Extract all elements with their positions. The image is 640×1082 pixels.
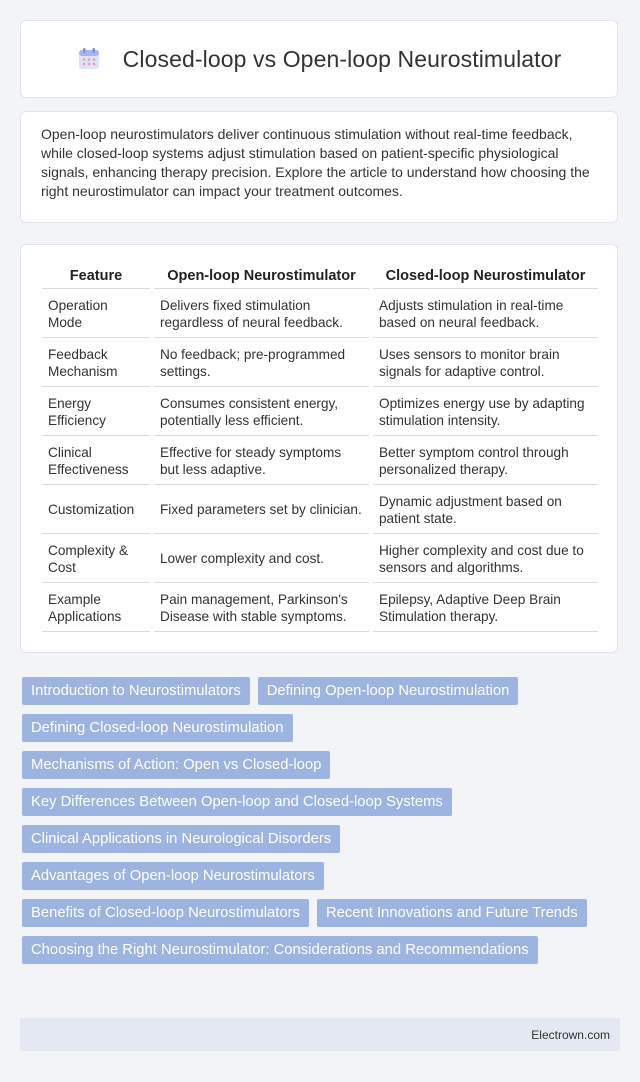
header-open-loop: Open-loop Neurostimulator [167,268,356,284]
open-loop-cell: Pain management, Parkinson's Disease with stable symptoms. [154,583,369,632]
feature-cell: Customization [42,485,150,534]
closed-loop-cell: Epilepsy, Adaptive Deep Brain Stimulation therapy. [373,583,598,632]
open-loop-cell: Consumes consistent energy, potentially less efficient. [154,387,369,436]
topic-link[interactable]: Mechanisms of Action: Open vs Closed-loop [22,751,330,779]
closed-loop-cell: Uses sensors to monitor brain signals for adaptive control. [373,338,598,387]
page-title: Closed-loop vs Open-loop Neurostimulator [122,45,562,72]
topic-link[interactable]: Key Differences Between Open-loop and Closed-loop Systems [22,788,452,816]
topic-link[interactable]: Choosing the Right Neurostimulator: Considerations and Recommendations [22,936,538,964]
topic-link[interactable]: Defining Closed-loop Neurostimulation [22,714,293,742]
table-row [42,436,598,485]
feature-cell: Energy Efficiency [42,387,150,436]
comparison-card [20,244,618,653]
table-header-row [42,264,598,289]
table-row [42,583,598,632]
header-closed-loop: Closed-loop Neurostimulator [385,268,586,284]
feature-cell: Complexity & Cost [42,534,150,583]
topic-link[interactable]: Advantages of Open-loop Neurostimulators [22,862,324,890]
title-card [20,20,618,98]
topic-links [22,677,602,973]
calendar-grid-icon [77,47,101,71]
open-loop-cell: Delivers fixed stimulation regardless of neural feedback. [154,289,369,338]
closed-loop-cell: Optimizes energy use by adapting stimulation intensity. [373,387,598,436]
feature-cell: Example Applications [42,583,150,632]
open-loop-cell: Lower complexity and cost. [154,534,369,583]
topic-link[interactable]: Defining Open-loop Neurostimulation [258,677,519,705]
table-row [42,289,598,338]
intro-card [20,111,618,223]
table-row [42,485,598,534]
table-body [42,289,598,632]
comparison-table [42,264,598,632]
topic-link[interactable]: Clinical Applications in Neurological Disorders [22,825,340,853]
closed-loop-cell: Better symptom control through personalized therapy. [373,436,598,485]
intro-text: Open-loop neurostimulators deliver continuous stimulation without real-time feedback, while closed-loop systems adjust stimulation based on patient-specific physiological signals, enhancing therapy precision. Explore the article to understand how choosing the right neurostimulator can impact your treatment outcomes. [41,126,590,199]
feature-cell: Feedback Mechanism [42,338,150,387]
footer-site: Electrown.com [531,1027,610,1042]
feature-cell: Operation Mode [42,289,150,338]
closed-loop-cell: Adjusts stimulation in real-time based on neural feedback. [373,289,598,338]
topic-link[interactable]: Introduction to Neurostimulators [22,677,250,705]
open-loop-cell: No feedback; pre-programmed settings. [154,338,369,387]
topic-link[interactable]: Recent Innovations and Future Trends [317,899,587,927]
table-row [42,387,598,436]
closed-loop-cell: Higher complexity and cost due to sensors and algorithms. [373,534,598,583]
header-feature: Feature [69,268,123,284]
table-row [42,338,598,387]
footer [20,1018,620,1051]
topic-link[interactable]: Benefits of Closed-loop Neurostimulators [22,899,309,927]
closed-loop-cell: Dynamic adjustment based on patient state. [373,485,598,534]
open-loop-cell: Fixed parameters set by clinician. [154,485,369,534]
feature-cell: Clinical Effectiveness [42,436,150,485]
open-loop-cell: Effective for steady symptoms but less adaptive. [154,436,369,485]
table-row [42,534,598,583]
